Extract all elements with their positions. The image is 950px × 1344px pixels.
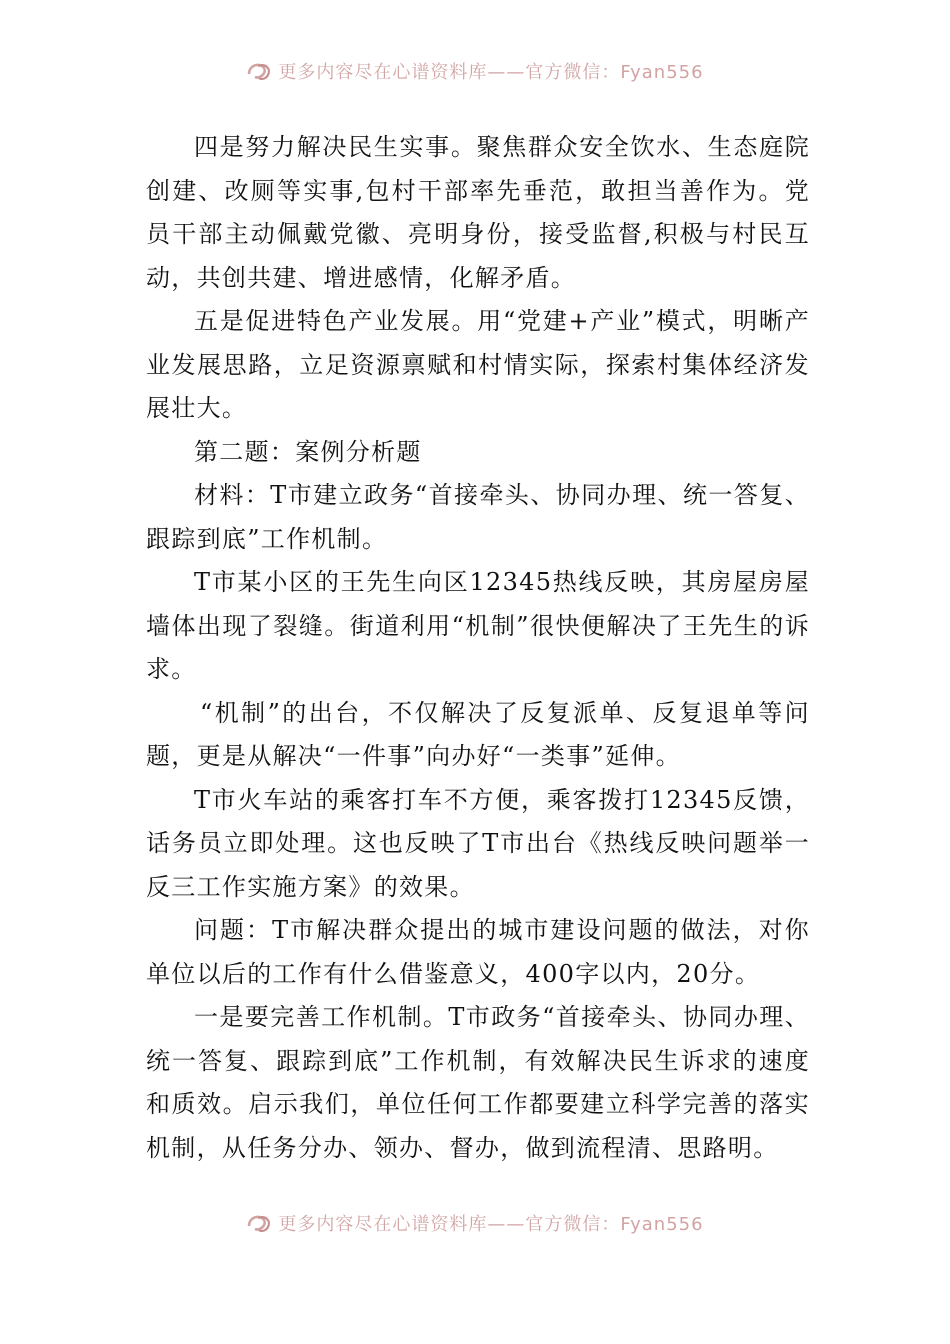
header-watermark [0,56,950,86]
document-body [146,126,810,1170]
paragraph-question: 问题：T市解决群众提出的城市建设问题的做法，对你单位以后的工作有什么借鉴意义，400字以内，20分。 [146,916,810,988]
paragraph-4: T市某小区的王先生向区12345热线反映，其房屋房屋墙体出现了裂缝。街道利用“机制”很快便解决了王先生的诉求。 [146,568,810,683]
watermark-text: 更多内容尽在心谱资料库——官方微信：Fyan556 [278,1214,704,1235]
footer-watermark [0,1208,950,1238]
paragraph-material: 材料：T市建立政务“首接牵头、协同办理、统一答复、跟踪到底”工作机制。 [146,481,810,553]
brand-logo-icon [246,1212,272,1234]
paragraph-5: “机制”的出台，不仅解决了反复派单、反复退单等问题，更是从解决“一件事”向办好“一类事”延伸。 [146,698,810,770]
paragraph-2: 五是促进特色产业发展。用“党建+产业”模式，明晰产业发展思路，立足资源禀赋和村情实际，探索村集体经济发展壮大。 [146,307,810,422]
watermark-text: 更多内容尽在心谱资料库——官方微信：Fyan556 [278,62,704,83]
paragraph-6: T市火车站的乘客打车不方便，乘客拨打12345反馈，话务员立即处理。这也反映了T市出台《热线反映问题举一反三工作实施方案》的效果。 [146,785,810,901]
paragraph-1: 四是努力解决民生实事。聚焦群众安全饮水、生态庭院创建、改厕等实事,包村干部率先垂范，敢担当善作为。党员干部主动佩戴党徽、亮明身份，接受监督,积极与村民互动，共创共建、增进感情，化解矛盾。 [146,133,810,292]
paragraph-answer-1: 一是要完善工作机制。T市政务“首接牵头、协同办理、统一答复、跟踪到底”工作机制，有效解决民生诉求的速度和质效。启示我们，单位任何工作都要建立科学完善的落实机制，从任务分办、领办、督办，做到流程清、思路明。 [146,1003,810,1162]
brand-logo-icon [246,60,272,82]
section-heading: 第二题：案例分析题 [194,437,422,466]
